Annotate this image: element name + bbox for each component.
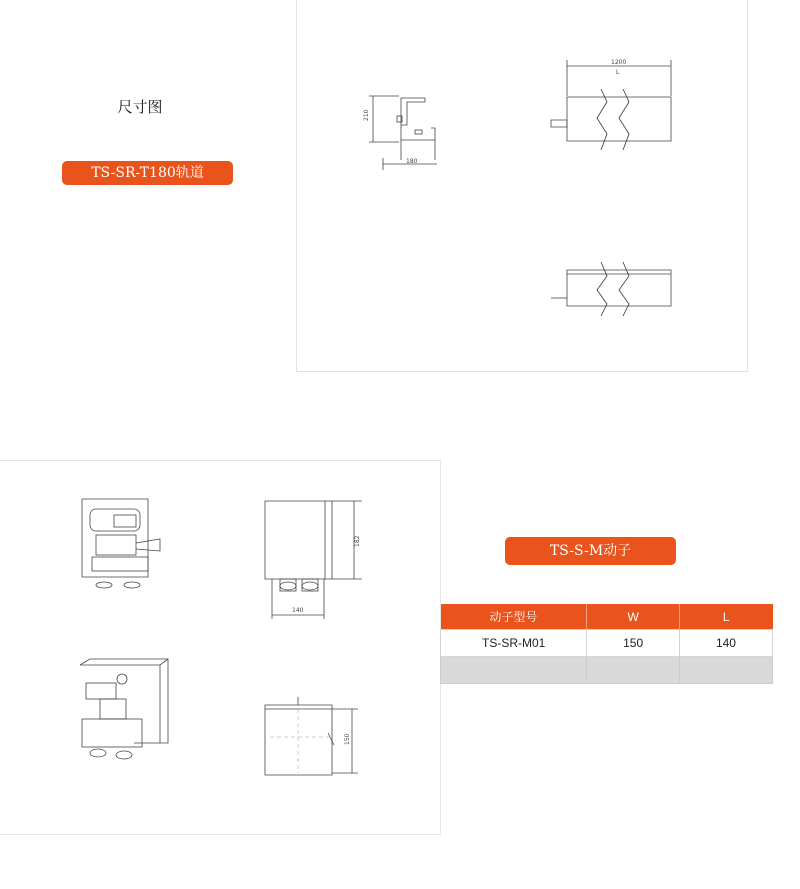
- table-header-l: L: [679, 604, 772, 630]
- mover-drawing: [0, 461, 440, 834]
- table-header-w: W: [587, 604, 680, 630]
- table-cell-model: TS-SR-M01: [441, 630, 587, 657]
- mover-sideview-frame: [265, 501, 332, 579]
- rail-profile-top: [401, 98, 425, 125]
- mover-isoview-frame: [80, 659, 168, 743]
- mover-topview-frame: [265, 705, 332, 775]
- mover-dim-height: 182: [354, 535, 361, 547]
- rail-drawing: [297, 0, 747, 371]
- mover-drawing-panel: [0, 460, 441, 835]
- table-row: [441, 630, 773, 657]
- section-title: 尺寸图: [117, 98, 163, 116]
- table-header-row: [441, 604, 773, 630]
- rail-profile-body: [401, 125, 435, 140]
- mover-model-badge: TS-S-M动子: [505, 537, 676, 565]
- rail-dim-height: 210: [363, 109, 370, 121]
- table-cell-w: 150: [587, 630, 680, 657]
- mover-spec-table: [440, 604, 773, 684]
- rail-dim-width: 180: [406, 158, 418, 165]
- table-cell-l: [679, 657, 772, 684]
- mover-dim-side: 150: [344, 733, 351, 745]
- rail-profile-block: [415, 130, 422, 134]
- table-row: [441, 657, 773, 684]
- rail-dim-length: 1200: [611, 59, 627, 66]
- rail-drawing-panel: [296, 0, 748, 372]
- table-cell-l: 140: [679, 630, 772, 657]
- table-cell-model: [441, 657, 587, 684]
- rail-model-badge: TS-SR-T180轨道: [62, 161, 233, 185]
- mover-dim-width: 140: [292, 607, 304, 614]
- table-header-model: 动子型号: [441, 604, 587, 630]
- table-cell-w: [587, 657, 680, 684]
- rail-dim-length-symbol: L: [616, 69, 620, 76]
